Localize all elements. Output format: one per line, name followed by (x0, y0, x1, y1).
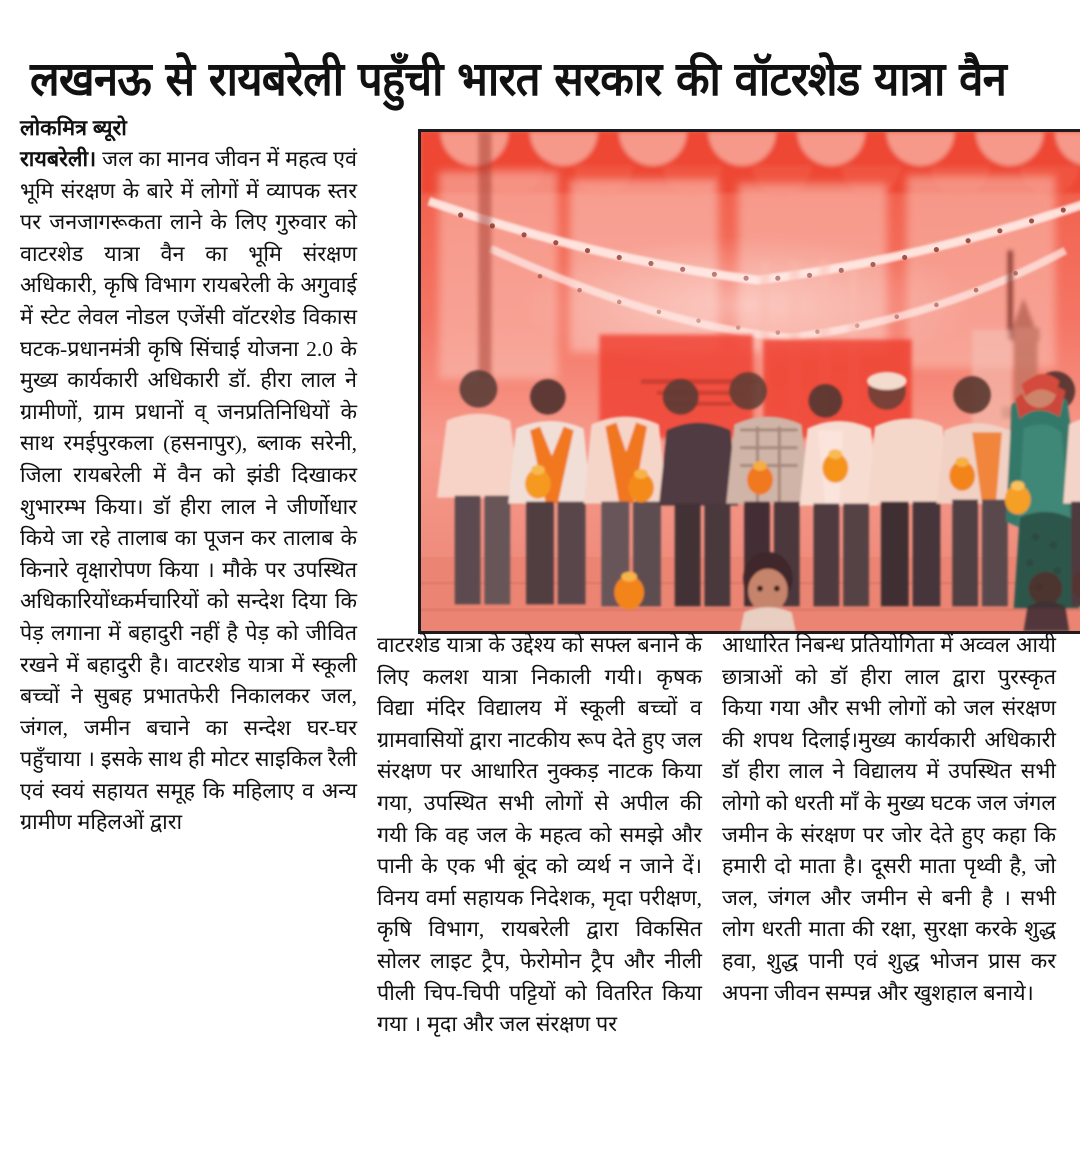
column-2-body: वाटरशेड यात्रा के उद्देश्य को सफ्ल बनाने के लिए कलश यात्रा निकाली गयी। कृषक विद्या मंदिर विद्यालय में स्कूली बच्चों व ग्रामवासियों द्वारा नाटकीय रूप देते हुए जल संरक्षण पर आधारित नुक्कड़ नाटक किया गया, उपस्थित सभी लोगों से अपील की गयी कि वह जल के महत्व को समझे और पानी के एक भी बूंद को व्यर्थ न जाने दें। विनय वर्मा सहायक निदेशक, मृदा परीक्षण, कृषि विभाग, रायबरेली द्वारा विकसित सोलर लाइट ट्रैप, फेरोमोन ट्रैप और नीली पीली चिप-चिपी पट्टियों को वितरित किया गया । मृदा और जल संरक्षण पर (377, 633, 702, 1037)
article-column-3 (722, 630, 1056, 1009)
event-photograph (418, 129, 1080, 634)
photograph-illustration (421, 132, 1080, 631)
article-column-2 (377, 630, 702, 1041)
byline: लोकमित्र ब्यूरो (20, 116, 127, 140)
column-3-body: आधारित निबन्ध प्रतियोगिता में अव्वल आयी छात्राओं को डॉ हीरा लाल द्वारा पुरस्कृत किया गया और सभी लोगों को जल संरक्षण की शपथ दिलाई।मुख्य कार्यकारी अधिकारी डॉ हीरा लाल ने विद्यालय में उपस्थित सभी लोगो को धरती माँ के मुख्य घटक जल जंगल जमीन के संरक्षण पर जोर देते हुए कहा कि हमारी दो माता है। दूसरी माता पृथ्वी है, जो जल, जंगल और जमीन से बनी है । सभी लोग धरती माता की रक्षा, सुरक्षा करके शुद्ध हवा, शुद्ध पानी एवं शुद्ध भोजन प्रास कर अपना जीवन सम्पन्न और खुशहाल बनाये। (722, 633, 1056, 1005)
column-1-body: जल का मानव जीवन में महत्व एवं भूमि संरक्षण के बारे में लोगों में व्यापक स्तर पर जनजागरूकता लाने के लिए गुरुवार को वाटरशेड यात्रा वैन का भूमि संरक्षण अधिकारी, कृषि विभाग रायबरेली के अगुवाई में स्टेट लेवल नोडल एजेंसी वॉटरशेड विकास घटक-प्रधानमंत्री कृषि सिंचाई योजना 2.0 के मुख्य कार्यकारी अधिकारी डॉ. हीरा लाल ने ग्रामीणों, ग्राम प्रधानों व् जनप्रतिनिधियों के साथ रमईपुरकला (हसनापुर), ब्लाक सरेनी, जिला रायबरेली में वैन को झंडी दिखाकर शुभारम्भ किया। डॉ हीरा लाल ने जीर्णोधार किये जा रहे तालाब का पूजन कर तालाब के किनारे वृक्षारोपण किया । मौके पर उपस्थित अधिकारियोंध्कर्मचारियों को सन्देश दिया कि पेड़ लगाना में बहादुरी नहीं है पेड़ को जीवित रखने में बहादुरी है। वाटरशेड यात्रा में स्कूली बच्चों ने सुबह प्रभातफेरी निकालकर जल, जंगल, जमीन बचाने का सन्देश घर-घर पहुँचाया । इसके साथ ही मोटर साइकिल रैली एवं स्वयं सहायत समूह कि महिलाए व अन्य ग्रामीण महिलओं द्वारा (20, 147, 357, 835)
dateline: रायबरेली। (20, 147, 97, 171)
page-title: लखनऊ से रायबरेली पहुँची भारत सरकार की वॉटरशेड यात्रा वैन (30, 52, 1007, 108)
article-column-1 (20, 113, 357, 839)
